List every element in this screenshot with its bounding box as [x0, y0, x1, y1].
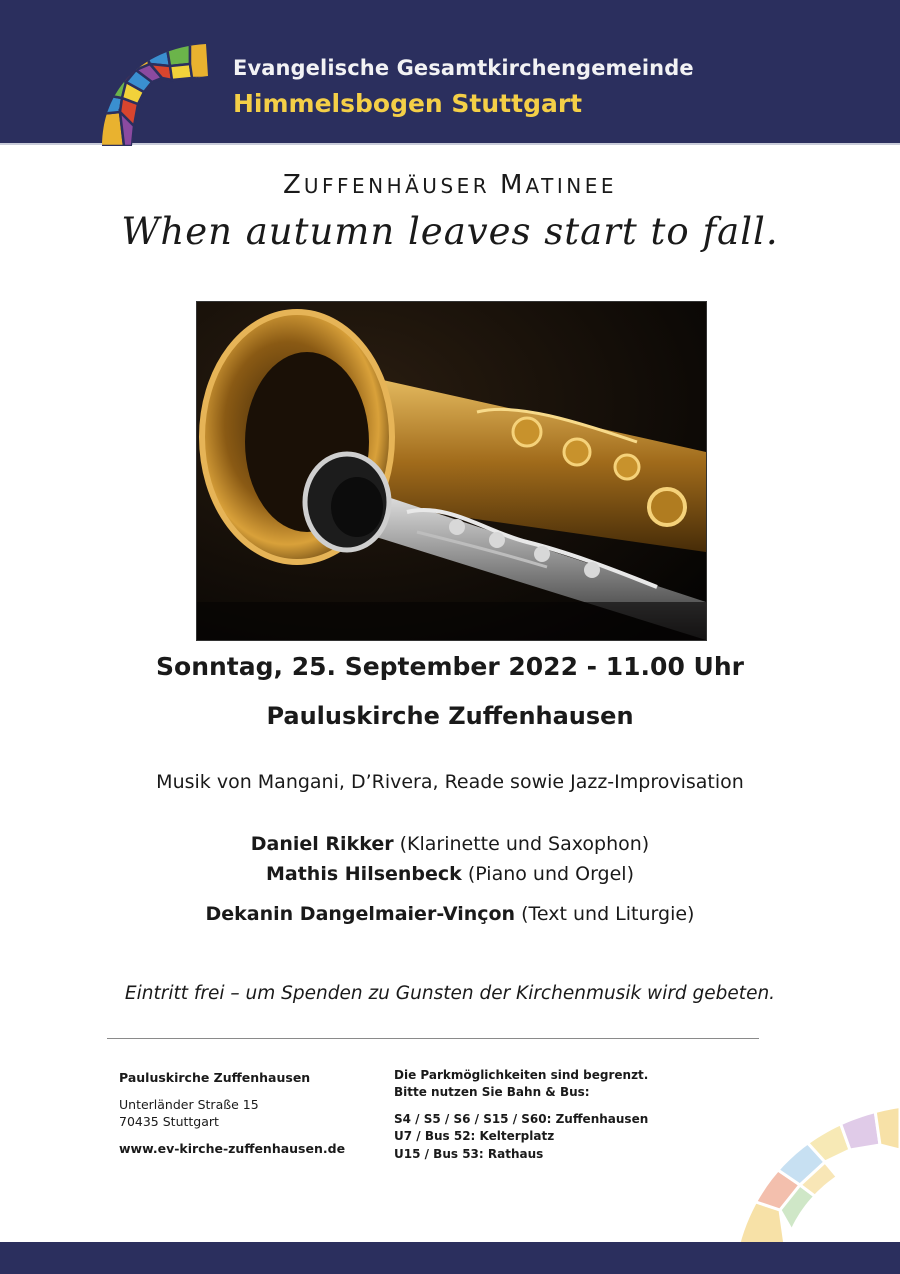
footer-bar [0, 1242, 900, 1274]
event-subtitle: When autumn leaves start to fall. [121, 210, 779, 253]
series-rest-2: ATINEE [525, 174, 617, 198]
series-initial-2: M [500, 170, 526, 200]
saxophone-and-clarinet-photo [196, 301, 707, 641]
org-subname: Himmelsbogen Stuttgart [233, 89, 583, 118]
transit-line: S4 / S5 / S6 / S15 / S60: Zuffenhausen [394, 1112, 649, 1126]
header-bar [0, 0, 900, 145]
event-date-time: Sonntag, 25. September 2022 - 11.00 Uhr [156, 652, 744, 681]
performer-name: Daniel Rikker [250, 833, 394, 855]
transit-hint: Bitte nutzen Sie Bahn & Bus: [394, 1085, 590, 1099]
performer-line [0, 863, 900, 885]
parking-note: Die Parkmöglichkeiten sind begrenzt. [394, 1068, 649, 1082]
transit-line: U7 / Bus 52: Kelterplatz [394, 1129, 555, 1143]
footer-divider [107, 1038, 759, 1039]
address-street: Unterländer Straße 15 [119, 1097, 259, 1112]
stained-glass-corner-decoration [730, 1100, 900, 1245]
address-city: 70435 Stuttgart [119, 1114, 219, 1129]
website-link[interactable]: www.ev-kirche-zuffenhausen.de [119, 1141, 346, 1156]
series-rest-1: UFFENHÄUSER [303, 174, 501, 198]
admission-note: Eintritt frei – um Spenden zu Gunsten der Kirchenmusik wird gebeten. [124, 983, 776, 1004]
performer-line [0, 833, 900, 855]
performer-role: (Text und Liturgie) [515, 903, 695, 925]
program-description: Musik von Mangani, D’Rivera, Reade sowie Jazz-Improvisation [156, 771, 744, 793]
stained-glass-arch-logo [100, 42, 212, 146]
performer-line [0, 903, 900, 925]
performer-role: (Piano und Orgel) [461, 863, 634, 885]
performer-name: Mathis Hilsenbeck [266, 863, 462, 885]
event-series-title [0, 170, 900, 200]
transit-line: U15 / Bus 53: Rathaus [394, 1147, 544, 1161]
series-initial-1: Z [283, 170, 304, 200]
performer-role: (Klarinette und Saxophon) [393, 833, 650, 855]
performer-name: Dekanin Dangelmaier-Vinçon [205, 903, 516, 925]
event-venue: Pauluskirche Zuffenhausen [266, 702, 634, 730]
address-title: Pauluskirche Zuffenhausen [119, 1070, 311, 1085]
org-name: Evangelische Gesamtkirchengemeinde [233, 56, 694, 80]
